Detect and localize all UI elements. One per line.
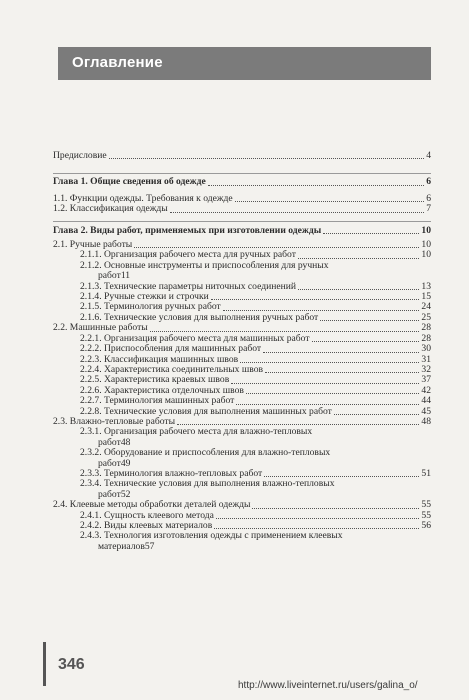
toc-leader-dots [323,232,419,234]
toc-entry[interactable] [53,448,431,469]
toc-entry-text: 2.1.4. Ручные стежки и строчки [80,291,209,303]
toc-entry-text: 1.2. Классификация одежды [53,203,168,215]
toc-entry[interactable] [53,469,431,479]
toc-entry[interactable] [53,261,431,282]
toc-page-number: 7 [426,203,431,215]
toc-entry[interactable] [53,151,431,161]
toc-leader-dots [231,382,419,384]
toc-entry-text: 2.4.1. Сущность клеевого метода [80,509,214,521]
toc-entry-text: Глава 1. Общие сведения об одежде [53,176,206,188]
toc-entry-text-continued: работ [98,488,121,500]
toc-page-number: 32 [421,363,431,375]
toc-entry[interactable] [53,204,431,214]
toc-entry-text: Глава 2. Виды работ, применяемых при изготовлении одежды [53,224,322,236]
toc-page-number: 10 [421,249,431,261]
toc-entry-text: 2.1.5. Терминология ручных работ [80,301,221,313]
toc-leader-dots [252,507,419,509]
toc-page-number: 42 [421,384,431,396]
toc-leader-dots [334,413,420,415]
toc-entry-text: 2.2.6. Характеристика отделочных швов [80,384,244,396]
toc-entry-text: 2.2. Машинные работы [53,322,148,334]
toc-page-number: 10 [421,239,431,251]
toc-entry-text: 2.3. Влажно-тепловые работы [53,415,176,427]
toc-page-number: 48 [421,415,431,427]
toc-entry-text: 2.1.3. Технические параметры ниточных соединений [80,280,297,292]
toc-leader-dots [264,475,419,477]
toc-page-number: 45 [421,405,431,417]
toc-page-number: 52 [120,488,131,500]
toc-leader-dots [208,184,424,186]
toc-leader-dots [240,361,419,363]
toc-entry-text-continued: работ [98,457,121,469]
toc-entry-text: 2.1. Ручные работы [53,239,133,251]
toc-page-number: 37 [421,374,431,386]
toc-separator [53,173,431,174]
toc-leader-dots [263,351,419,353]
toc-entry[interactable] [53,177,431,187]
toc-entry-text: 2.3.3. Терминология влажно-тепловых работ [80,467,263,479]
toc-page-number: 44 [421,395,431,407]
toc-entry-text: 2.4.3. Технология изготовления одежды с применением клеевых [80,530,343,542]
toc-page-number: 24 [421,301,431,313]
toc-entry-text-continued: работ [98,270,121,282]
toc-page-number: 56 [421,520,431,531]
toc-leader-dots [235,200,425,202]
toc-leader-dots [134,246,419,248]
page-number-bar [43,642,46,686]
toc-entry-text: 1.1. Функции одежды. Требования к одежде [53,192,233,204]
toc-leader-dots [170,211,425,213]
toc-page-number: 55 [421,509,431,521]
toc-page-number: 49 [120,457,131,469]
toc-page-number: 11 [120,270,131,282]
toc-entry[interactable] [53,226,431,236]
toc-page-number: 48 [120,436,131,448]
toc-leader-dots [236,403,419,405]
toc-entry-text: 2.1.2. Основные инструменты и приспособления для ручных [80,259,329,271]
header-band [58,47,431,80]
toc-entry[interactable] [53,531,431,552]
toc-entry-text: 2.2.7. Терминология машинных работ [80,395,235,407]
toc-page-number: 28 [421,332,431,344]
toc-leader-dots [177,423,419,425]
toc-entry[interactable] [53,521,431,531]
toc-entry-text: 2.1.6. Технические условия для выполнения ручных работ [80,311,319,323]
toc-leader-dots [216,517,420,519]
toc-entry-text-continued: работ [98,436,121,448]
toc-entry-text: 2.3.1. Организация рабочего места для влажно-тепловых [80,426,313,438]
toc-leader-dots [150,330,420,332]
toc-leader-dots [298,257,420,259]
toc-page-number: 55 [421,499,431,511]
toc-page-number: 51 [421,467,431,479]
toc-entry-text: 2.2.8. Технические условия для выполнения машинных работ [80,405,332,417]
toc-entry-text: 2.3.2. Оборудование и приспособления для влажно-тепловых [80,447,331,459]
toc-page-number: 6 [426,176,431,188]
toc-leader-dots [214,527,419,529]
toc-entry-text: 2.3.4. Технические условия для выполнения влажно-тепловых [80,478,335,490]
toc-leader-dots [312,340,420,342]
toc-page-number: 57 [144,540,155,552]
toc-page-number: 25 [421,311,431,323]
toc-entry[interactable] [53,417,431,427]
toc-leader-dots [223,309,420,311]
toc-leader-dots [211,298,420,300]
toc-leader-dots [246,392,420,394]
page-title: Оглавление [72,54,163,71]
toc-page-number: 30 [421,343,431,355]
toc-entry-text: 2.2.3. Классификация машинных швов [80,353,239,365]
toc-entry-text: 2.2.1. Организация рабочего места для машинных работ [80,332,310,344]
toc-page-number: 28 [421,322,431,334]
table-of-contents [53,151,431,552]
toc-entry-text: 2.2.4. Характеристика соединительных швов [80,363,264,375]
toc-entry-text: Предисловие [53,150,107,161]
toc-entry-text: 2.4. Клеевые методы обработки деталей одежды [53,499,251,511]
toc-page-number: 31 [421,353,431,365]
page-number: 346 [58,656,85,673]
toc-entry[interactable] [53,344,431,354]
toc-page-number: 4 [426,150,431,161]
toc-leader-dots [109,157,425,159]
toc-entry[interactable] [53,250,431,260]
toc-entry-text: 2.4.2. Виды клеевых материалов [80,520,213,531]
toc-leader-dots [298,288,419,290]
toc-entry[interactable] [53,479,431,500]
toc-entry[interactable] [53,427,431,448]
toc-page-number: 10 [421,224,431,236]
toc-entry[interactable] [53,396,431,406]
toc-page-number: 6 [426,192,431,204]
toc-entry-text: 2.2.2. Приспособления для машинных работ [80,343,262,355]
toc-leader-dots [320,319,419,321]
toc-separator [53,221,431,222]
toc-entry-text: 2.2.5. Характеристика краевых швов [80,374,230,386]
toc-page-number: 13 [421,280,431,292]
watermark-url: http://www.liveinternet.ru/users/galina_o/ [238,680,418,691]
toc-entry-text-continued: материалов [98,540,145,552]
toc-leader-dots [265,371,419,373]
toc-page-number: 15 [421,291,431,303]
toc-entry-text: 2.1.1. Организация рабочего места для ручных работ [80,249,296,261]
